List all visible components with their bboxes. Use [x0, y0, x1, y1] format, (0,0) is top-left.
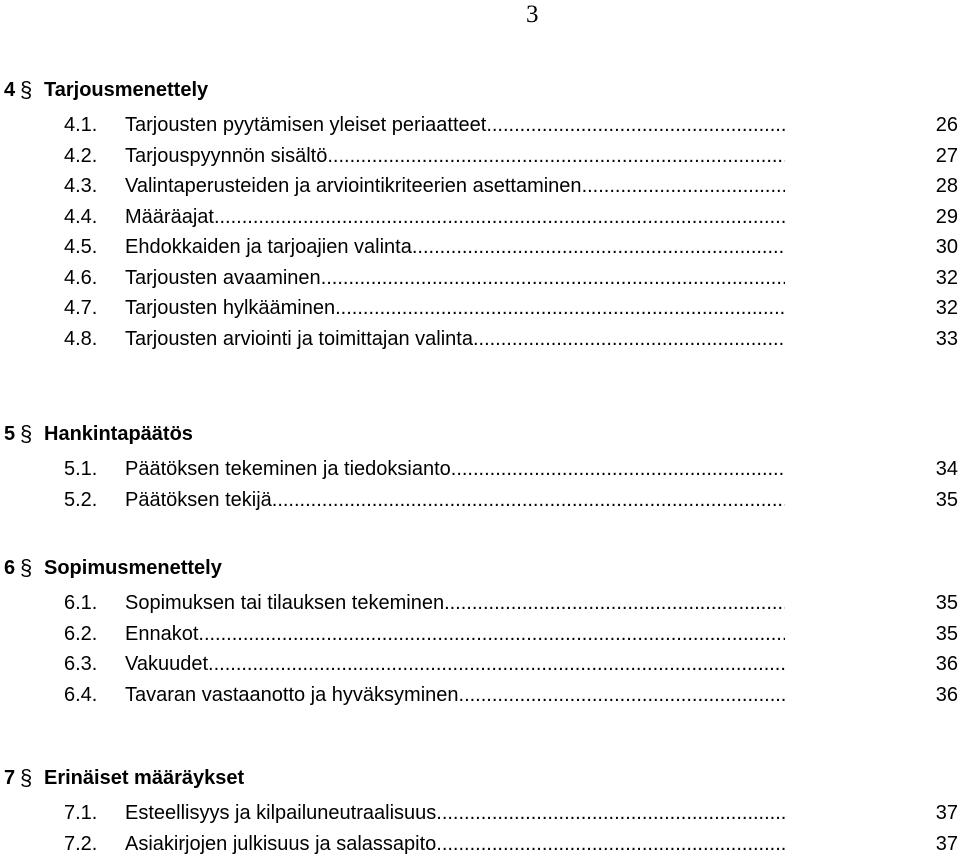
- entry-title: Tarjousten hylkääminen .....: [125, 293, 785, 323]
- entry-title: Tavaran vastaanotto ja hyväksyminen .....: [125, 680, 785, 710]
- entry-page: 32: [935, 266, 958, 289]
- entry-number: 7.2.: [64, 832, 98, 855]
- entry-page: 34: [935, 458, 958, 480]
- entry-title: Päätöksen tekijä .....: [125, 485, 785, 515]
- entry-number: 7.1.: [64, 802, 98, 824]
- section-title: Sopimusmenettely: [44, 557, 222, 579]
- toc-entry: [0, 619, 960, 649]
- entry-title: Ennakot .....: [125, 619, 785, 649]
- entry-number: 4.6.: [64, 266, 98, 289]
- entry-title: Sopimuksen tai tilauksen tekeminen .....: [125, 588, 785, 618]
- entry-number: 5.1.: [64, 458, 98, 480]
- toc-entry: [0, 141, 960, 171]
- entry-number: 4.5.: [64, 236, 98, 258]
- entry-page: 36: [935, 683, 958, 706]
- section-title: Tarjousmenettely: [44, 79, 209, 101]
- toc-entry: [0, 171, 960, 201]
- entry-number: 4.1.: [64, 114, 98, 136]
- entry-number: 4.2.: [64, 144, 98, 167]
- toc-entry: [0, 324, 960, 354]
- entry-page: 27: [935, 144, 958, 167]
- toc-entry: [0, 293, 960, 323]
- section-number: 5: [4, 423, 16, 445]
- section-symbol: §: [20, 77, 33, 102]
- section-symbol: §: [20, 765, 33, 790]
- section-title: Hankintapäätös: [44, 423, 193, 445]
- entry-number: 6.3.: [64, 653, 98, 675]
- entry-title: Ehdokkaiden ja tarjoajien valinta .....: [125, 232, 785, 262]
- entry-number: 4.3.: [64, 175, 98, 197]
- entry-page: 30: [935, 236, 958, 258]
- toc-entry: [0, 232, 960, 262]
- section-symbol: §: [20, 555, 33, 580]
- toc-entry: [0, 110, 960, 140]
- section-title: Erinäiset määräykset: [44, 767, 245, 789]
- entry-title: Määräajat .....: [125, 202, 785, 232]
- toc-entry: [0, 454, 960, 484]
- entry-page: 33: [935, 327, 958, 350]
- toc-entry: [0, 485, 960, 515]
- entry-number: 4.4.: [64, 205, 98, 228]
- entry-page: 26: [935, 114, 958, 136]
- entry-number: 4.8.: [64, 327, 98, 350]
- entry-page: 37: [935, 802, 958, 824]
- entry-page: 37: [935, 832, 958, 855]
- section-number: 4: [4, 79, 16, 101]
- toc-entry: [0, 829, 960, 859]
- toc-entry: [0, 263, 960, 293]
- entry-page: 36: [935, 653, 958, 675]
- section-symbol: §: [20, 421, 33, 446]
- entry-title: Päätöksen tekeminen ja tiedoksianto .....: [125, 454, 785, 484]
- toc-entry: [0, 202, 960, 232]
- toc-entry: [0, 680, 960, 710]
- toc-entry: [0, 798, 960, 828]
- entry-title: Tarjousten avaaminen .....: [125, 263, 785, 293]
- entry-page: 35: [935, 488, 958, 511]
- section-number: 6: [4, 557, 16, 579]
- entry-title: Esteellisyys ja kilpailuneutraalisuus .....: [125, 798, 785, 828]
- entry-page: 32: [935, 297, 958, 319]
- entry-page: 29: [935, 205, 958, 228]
- entry-title: Tarjousten pyytämisen yleiset periaatteet .....: [125, 110, 785, 140]
- toc-entry: [0, 649, 960, 679]
- entry-page: 35: [935, 592, 958, 614]
- entry-title: Vakuudet .....: [125, 649, 785, 679]
- entry-title: Asiakirjojen julkisuus ja salassapito .....: [125, 829, 785, 859]
- entry-number: 6.2.: [64, 622, 98, 645]
- page-number: 3: [526, 1, 539, 28]
- entry-title: Tarjouspyynnön sisältö .....: [125, 141, 785, 171]
- entry-title: Valintaperusteiden ja arviointikriteerien asettaminen .....: [125, 171, 785, 201]
- entry-number: 4.7.: [64, 297, 98, 319]
- entry-title: Tarjousten arviointi ja toimittajan valinta .....: [125, 324, 785, 354]
- entry-number: 5.2.: [64, 488, 98, 511]
- section-number: 7: [4, 767, 16, 789]
- entry-number: 6.1.: [64, 592, 98, 614]
- entry-page: 35: [935, 622, 958, 645]
- entry-page: 28: [935, 175, 958, 197]
- toc-entry: [0, 588, 960, 618]
- entry-number: 6.4.: [64, 683, 98, 706]
